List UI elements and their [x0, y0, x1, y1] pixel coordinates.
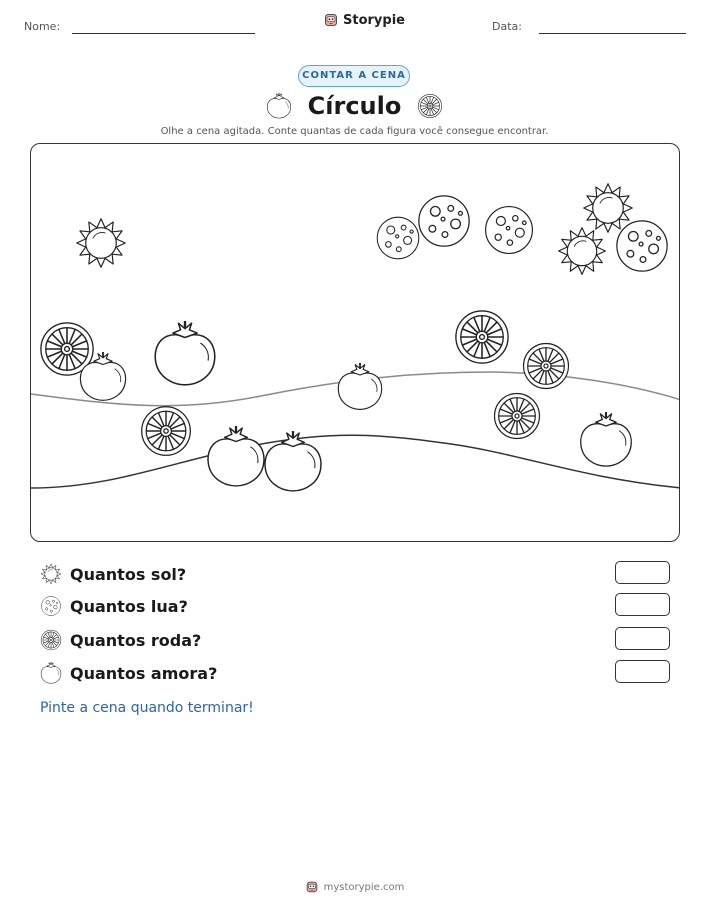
page-title: Círculo — [307, 92, 402, 120]
footer — [0, 880, 709, 894]
wheel-icon — [40, 629, 62, 651]
title-row — [0, 92, 709, 120]
sun-icon — [40, 563, 62, 585]
question-row-wheel — [40, 627, 670, 653]
sun-icon — [77, 219, 126, 268]
wheel-icon — [524, 344, 569, 389]
scene-panel[interactable] — [30, 143, 680, 542]
brand-logo — [323, 12, 405, 28]
tomato-icon — [40, 662, 62, 684]
tomato-icon — [581, 412, 632, 466]
instructions: Olhe a cena agitada. Conte quantas de cada figura você consegue encontrar. — [160, 126, 549, 137]
wheel-icon — [417, 93, 443, 119]
tomato-icon — [155, 321, 215, 385]
moon-icon — [486, 207, 533, 254]
sun-icon — [559, 228, 606, 275]
question-row-moon — [40, 593, 670, 619]
answer-box-tomato[interactable] — [615, 660, 670, 683]
date-field[interactable] — [539, 33, 686, 34]
question-row-sun — [40, 561, 670, 587]
name-field[interactable] — [72, 33, 255, 34]
brand-name: Storypie — [343, 12, 405, 28]
moon-icon — [617, 221, 667, 271]
tomato-icon — [266, 93, 292, 119]
answer-box-wheel[interactable] — [615, 627, 670, 650]
tomato-icon — [338, 363, 381, 409]
mascot-icon — [323, 12, 339, 28]
question-row-tomato — [40, 660, 670, 686]
tomato-icon — [208, 426, 264, 486]
moon-icon — [40, 595, 62, 617]
wheel-icon — [142, 407, 191, 456]
scene-canvas — [31, 144, 680, 542]
mascot-icon — [305, 880, 319, 894]
question-label: Quantos lua? — [70, 596, 188, 616]
footer-site[interactable]: mystorypie.com — [323, 881, 405, 893]
date-label: Data: — [492, 20, 522, 33]
moon-icon — [377, 217, 419, 259]
answer-box-sun[interactable] — [615, 561, 670, 584]
wheel-icon — [495, 394, 540, 439]
name-label: Nome: — [24, 20, 61, 33]
moon-icon — [419, 196, 469, 246]
question-label: Quantos sol? — [70, 564, 187, 584]
sun-icon — [584, 184, 633, 233]
question-label: Quantos amora? — [70, 663, 218, 683]
answer-box-moon[interactable] — [615, 593, 670, 616]
tomato-icon — [265, 431, 321, 491]
activity-badge: CONTAR A CENA — [298, 65, 410, 87]
footer-note: Pinte a cena quando terminar! — [40, 700, 254, 716]
wheel-icon — [456, 311, 508, 363]
question-label: Quantos roda? — [70, 630, 202, 650]
